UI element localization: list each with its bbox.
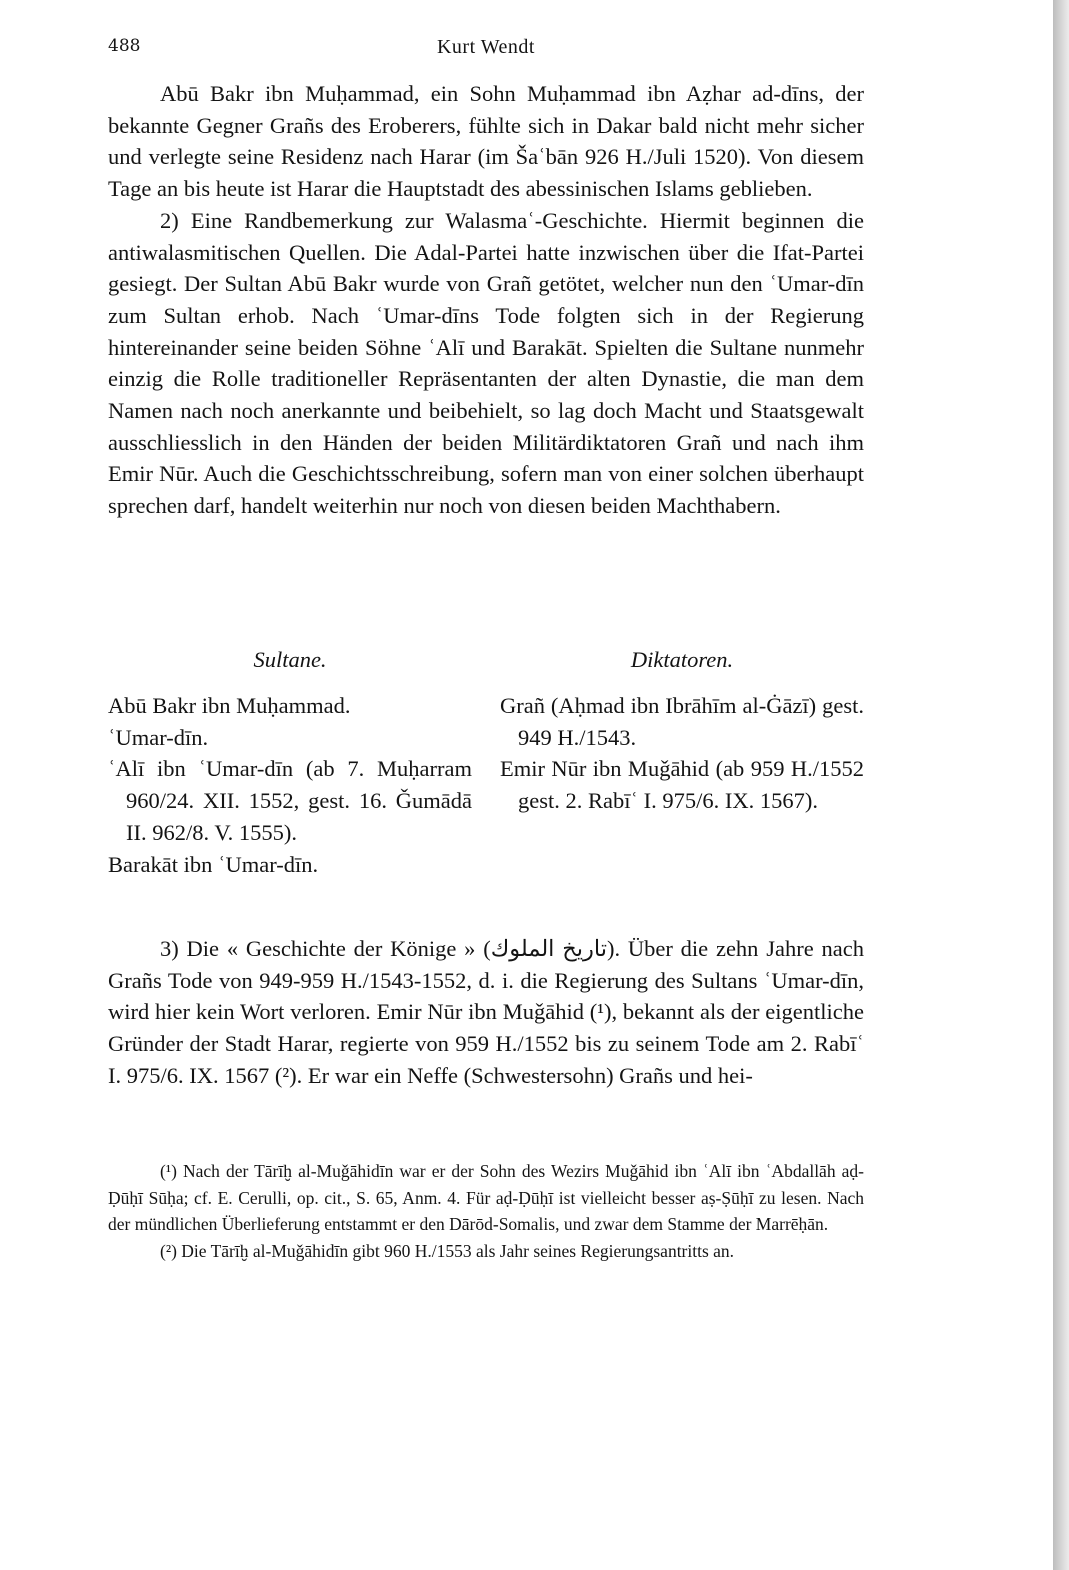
dictators-heading: Diktatoren. bbox=[630, 647, 734, 672]
dictators-column bbox=[500, 644, 864, 817]
footnotes bbox=[108, 1158, 864, 1264]
sultans-heading: Sultane. bbox=[253, 647, 327, 672]
footnote: (¹) Nach der Tārīḫ al-Muǧāhidīn war er der Sohn des Wezirs Muǧāhid ibn ʿAlī ibn ʿAbdallāh aḍ-Ḍūḥī Sūḥa; cf. E. Cerulli, op. cit., S. 65, Anm. 4. Für aḍ-Ḍūḥī ist vielleicht besser aṣ-Ṣūḥī zu lesen. Nach der mündlichen Überlieferung entstammt er den Dārōd-Somalis, und zwar dem Stamme der Marrēḥān. bbox=[108, 1161, 864, 1234]
page-edge-shadow bbox=[1053, 0, 1069, 1570]
paragraph: 3) Die « Geschichte der Könige » (تاريخ الملوك). Über die zehn Jahre nach Grañs Tode von 949-959 H./1543-1552, d. i. die Regierung des Sultans ʿUmar-dīn, wird hier kein Wort verloren. Emir Nūr ibn Muǧāhid (¹), bekannt als der eigentliche Gründer der Stadt Harar, regierte von 959 H./1552 bis zu seinem Tode am 2. Rabīʿ I. 975/6. IX. 1567 (²). Er war ein Neffe (Schwestersohn) Grañs und hei- bbox=[108, 936, 864, 1088]
sultan-entry: ʿAlī ibn ʿUmar-dīn (ab 7. Muḥarram 960/24. XII. 1552, gest. 16. Ǧumādā II. 962/8. V. 1555). bbox=[108, 756, 472, 845]
dictator-entry: Emir Nūr ibn Muǧāhid (ab 959 H./1552 gest. 2. Rabīʿ I. 975/6. IX. 1567). bbox=[500, 756, 864, 814]
paragraph: 2) Eine Randbemerkung zur Walasmaʿ-Geschichte. Hiermit beginnen die antiwalasmitischen Quellen. Die Adal-Partei hatte inzwischen über die Ifat-Partei gesiegt. Der Sultan Abū Bakr wurde von Grañ getötet, welcher nun den ʿUmar-dīn zum Sultan erhob. Nach ʿUmar-dīns Tode folgten sich in der Regierung hintereinander seine beiden Söhne ʿAlī und Barakāt. Spielten die Sultane nunmehr einzig die Rolle traditioneller Repräsentanten der alten Dynastie, die man dem Namen nach noch anerkannte und beibehielt, so lag doch Macht und Staatsgewalt ausschliesslich in den Händen der beiden Militärdiktatoren Grañ und nach ihm Emir Nūr. Auch die Geschichtsschreibung, sofern man von einer solchen überhaupt sprechen darf, handelt weiterhin nur noch von diesen beiden Machthabern. bbox=[108, 207, 864, 519]
paragraph: Abū Bakr ibn Muḥammad, ein Sohn Muḥammad ibn Aẓhar ad-dīns, der bekannte Gegner Grañs des Eroberers, fühlte sich in Dakar bald nicht mehr sicher und verlegte seine Residenz nach Harar (im Šaʿbān 926 H./Juli 1520). Von diesem Tage an bis heute ist Harar die Hauptstadt des abessinischen Islams geblieben. bbox=[108, 81, 864, 202]
sultan-entry: Barakāt ibn ʿUmar-dīn. bbox=[108, 851, 319, 877]
sultan-entry: ʿUmar-dīn. bbox=[108, 724, 209, 750]
sultan-entry: Abū Bakr ibn Muḥammad. bbox=[108, 693, 351, 718]
body-text-top bbox=[108, 78, 864, 522]
page-header bbox=[108, 36, 864, 64]
running-head: Kurt Wendt bbox=[436, 36, 535, 58]
page-number: 488 bbox=[108, 36, 141, 56]
sultans-column bbox=[108, 644, 472, 880]
footnote: (²) Die Tārīḫ al-Muǧāhidīn gibt 960 H./1553 als Jahr seines Regierungsantritts an. bbox=[160, 1240, 735, 1261]
dictator-entry: Grañ (Aḥmad ibn Ibrāhīm al-Ġāzī) gest. 949 H./1543. bbox=[500, 693, 864, 750]
body-text-bottom bbox=[108, 933, 864, 1092]
